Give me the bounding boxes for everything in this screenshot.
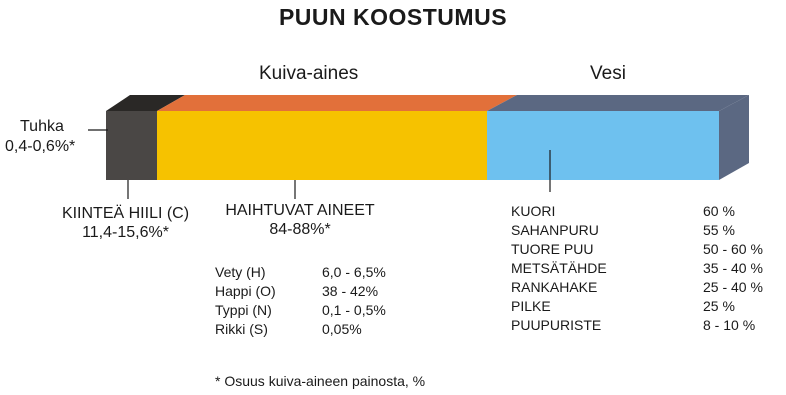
diagram-title: PUUN KOOSTUMUS	[278, 4, 508, 30]
material-water-value: 50 - 60 %	[703, 241, 763, 257]
element-row-oxygen	[215, 282, 386, 301]
material-water-value: 60 %	[703, 203, 735, 219]
element-row-sulfur	[215, 320, 386, 339]
section-label-water: Vesi	[590, 63, 626, 84]
element-name: Happi (O)	[215, 283, 276, 299]
volatiles-segment	[157, 111, 487, 180]
fixed-carbon-value: 11,4-15,6%*	[82, 224, 169, 241]
water-row	[511, 240, 763, 259]
ash-value: 0,4-0,6%*	[5, 138, 76, 155]
material-name: RANKAHAKE	[511, 279, 598, 295]
element-row-nitrogen	[215, 301, 386, 320]
water-row	[511, 221, 763, 240]
water-row	[511, 316, 763, 335]
element-value: 38 - 42%	[322, 283, 379, 299]
elements-table	[215, 263, 386, 339]
material-water-value: 55 %	[703, 222, 735, 238]
water-row	[511, 202, 763, 221]
water-segment	[487, 111, 719, 180]
ash-label: Tuhka	[20, 118, 64, 135]
material-name: TUORE PUU	[511, 241, 594, 257]
material-name: METSÄTÄHDE	[511, 260, 607, 276]
water-row	[511, 297, 763, 316]
element-name: Vety (H)	[215, 264, 266, 280]
material-name: SAHANPURU	[511, 222, 599, 238]
element-name: Typpi (N)	[215, 302, 272, 318]
material-name: KUORI	[511, 203, 556, 219]
material-name: PILKE	[511, 298, 551, 314]
element-value: 6,0 - 6,5%	[322, 264, 386, 280]
element-name: Rikki (S)	[215, 321, 268, 337]
element-row-hydrogen	[215, 263, 386, 282]
volatiles-label: HAIHTUVAT AINEET	[225, 202, 375, 219]
fixed-carbon-label: KIINTEÄ HIILI (C)	[61, 205, 190, 222]
material-name: PUUPURISTE	[511, 317, 602, 333]
water-content-table	[511, 202, 763, 335]
water-row	[511, 278, 763, 297]
material-water-value: 25 %	[703, 298, 735, 314]
water-top-face	[487, 95, 749, 111]
material-water-value: 25 - 40 %	[703, 279, 763, 295]
element-value: 0,1 - 0,5%	[322, 302, 386, 318]
material-water-value: 35 - 40 %	[703, 260, 763, 276]
volatiles-value: 84-88%*	[269, 221, 331, 238]
element-value: 0,05%	[322, 321, 362, 337]
water-row	[511, 259, 763, 278]
ash-segment	[106, 111, 157, 180]
volatiles-top-face	[157, 95, 517, 111]
section-label-dry-matter: Kuiva-aines	[259, 63, 359, 84]
material-water-value: 8 - 10 %	[703, 317, 756, 333]
footnote: * Osuus kuiva-aineen painosta, %	[215, 373, 426, 389]
